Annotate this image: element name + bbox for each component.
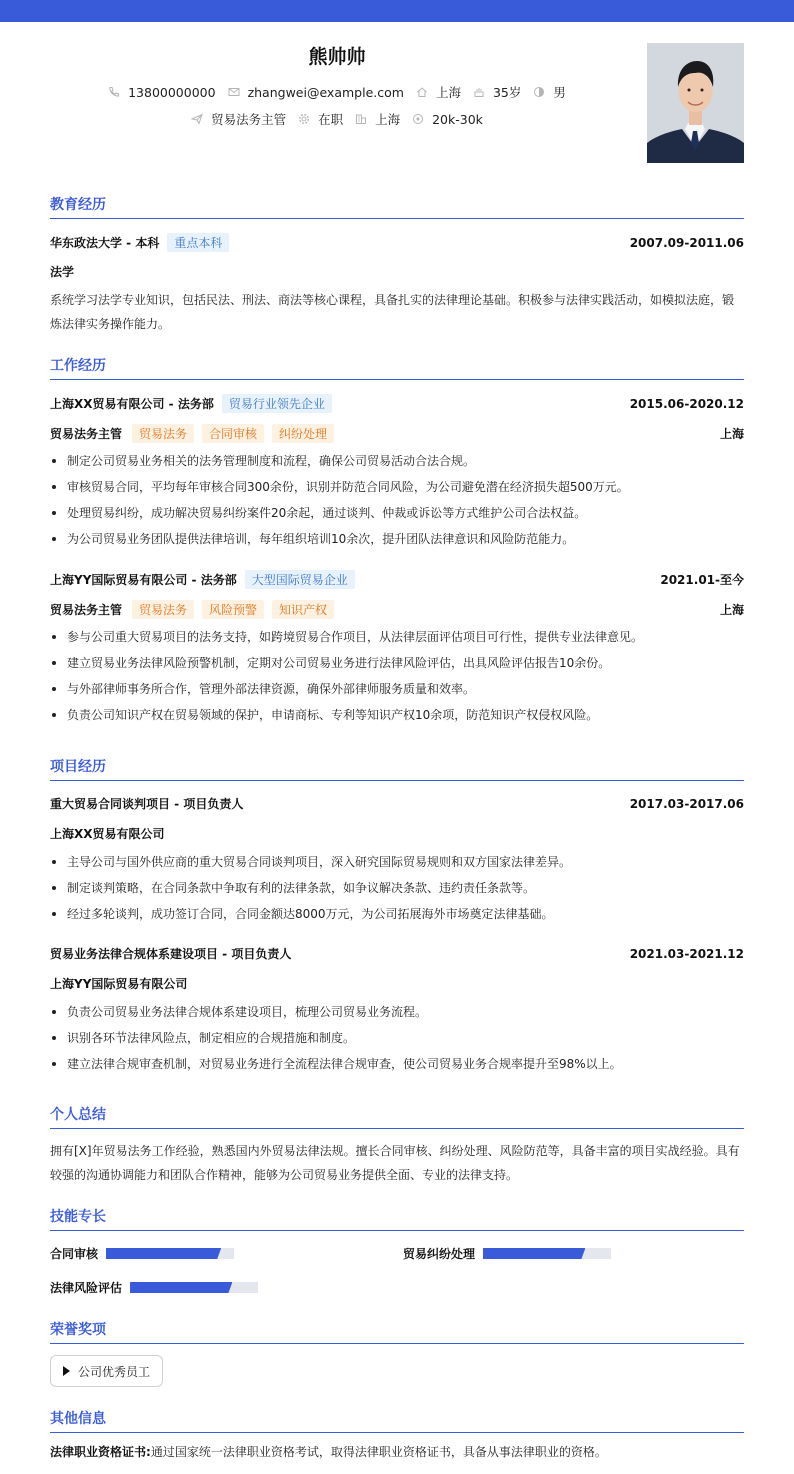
send-icon: [191, 113, 203, 125]
skill-name: 贸易纠纷处理: [403, 1247, 476, 1261]
skill-fill: [483, 1248, 585, 1259]
resume-header: [0, 22, 794, 172]
home-icon: [416, 86, 428, 98]
school-tag: 重点本科: [167, 233, 229, 252]
skill-risk-assessment: [50, 1279, 258, 1296]
list-item: 审核贸易合同，平均每年审核合同300余份，识别并防范合同风险，为公司避免潜在经济损失超500万元。: [50, 474, 744, 500]
skill-name: 法律风险评估: [50, 1281, 123, 1295]
award-label: 公司优秀员工: [78, 1364, 151, 1379]
list-item: 建立法律合规审查机制，对贸易业务进行全流程法律合规审查，使公司贸易业务合规率提升至98%以上。: [50, 1051, 744, 1077]
company-tag: 贸易行业领先企业: [222, 394, 332, 413]
project-company: 上海YY国际贸易有限公司: [50, 977, 188, 991]
other-info: [50, 1443, 744, 1460]
list-item: 经过多轮谈判，成功签订合同，合同金额达8000万元，为公司拓展海外市场奠定法律基础。: [50, 901, 744, 927]
contact-row: [0, 83, 674, 101]
list-item: 为公司贸易业务团队提供法律培训，每年组织培训10余次，提升团队法律意识和风险防范能力。: [50, 526, 744, 552]
skill-tag: 合同审核: [202, 424, 264, 443]
skill-fill: [130, 1282, 232, 1293]
status-text: 在职: [318, 112, 344, 127]
list-item: 参与公司重大贸易项目的法务支持，如跨境贸易合作项目，从法律层面评估项目可行性，提供专业法律意见。: [50, 624, 744, 650]
email-text: zhangwei@example.com: [247, 84, 404, 100]
skill-contract-review: [50, 1245, 234, 1262]
skill-tag: 知识产权: [272, 600, 334, 619]
role-line-1: [50, 424, 744, 443]
list-item: 主导公司与国外供应商的重大贸易合同谈判项目，深入研究国际贸易规则和双方国家法律差异。: [50, 849, 744, 875]
work-header-2: [50, 570, 744, 589]
phone-item: [108, 85, 215, 100]
skill-dispute-handling: [403, 1245, 611, 1262]
section-other: 其他信息: [50, 1408, 744, 1433]
coin-icon: [412, 113, 424, 125]
gender-icon: [533, 86, 545, 98]
skill-bar: [130, 1282, 258, 1293]
school-name: 华东政法大学 - 本科: [50, 236, 160, 250]
education-header: [50, 233, 744, 252]
skill-tag: 贸易法务: [132, 600, 194, 619]
project-company: 上海XX贸易有限公司: [50, 827, 165, 841]
project-period: 2021.03-2021.12: [629, 946, 744, 961]
summary-text: 拥有[X]年贸易法务工作经验，熟悉国内外贸易法律法规。擅长合同审核、纠纷处理、风险防范等，具备丰富的项目实战经验。具有较强的沟通协调能力和团队合作精神，能够为公司贸易业务提供全面、专业的法律支持。: [50, 1144, 740, 1182]
position-text: 贸易法务主管: [211, 112, 287, 127]
project-title: 贸易业务法律合规体系建设项目 - 项目负责人: [50, 947, 292, 961]
section-education: 教育经历: [50, 194, 744, 219]
role-title: 贸易法务主管: [50, 603, 123, 617]
target-city-text: 上海: [375, 112, 401, 127]
company-tag: 大型国际贸易企业: [245, 570, 355, 589]
other-text: 通过国家统一法律职业资格考试，取得法律职业资格证书，具备从事法律职业的资格。: [150, 1445, 607, 1459]
work-header-1: [50, 394, 744, 413]
skill-tag: 贸易法务: [132, 424, 194, 443]
company-name: 上海YY国际贸易有限公司 - 法务部: [50, 573, 237, 587]
work-period: 2015.06-2020.12: [629, 396, 744, 411]
skill-bar: [483, 1248, 611, 1259]
age-icon: [473, 86, 485, 98]
education-description: 系统学习法学专业知识，包括民法、刑法、商法等核心课程，具备扎实的法律理论基础。积极参与法律实践活动，如模拟法庭，锻炼法律实务操作能力。: [50, 293, 735, 331]
phone-icon: [108, 86, 120, 98]
list-item: 制定公司贸易业务相关的法务管理制度和流程，确保公司贸易活动合法合规。: [50, 448, 744, 474]
section-work: 工作经历: [50, 355, 744, 380]
major-line: [50, 263, 744, 280]
section-skills: 技能专长: [50, 1206, 744, 1231]
skill-tag: 纠纷处理: [272, 424, 334, 443]
triangle-right-icon: [63, 1366, 70, 1376]
location-text: 上海: [435, 85, 461, 100]
major: 法学: [50, 265, 75, 279]
list-item: 负责公司贸易业务法律合规体系建设项目，梳理公司贸易业务流程。: [50, 999, 744, 1025]
project-title: 重大贸易合同谈判项目 - 项目负责人: [50, 797, 244, 811]
project-company-1: [50, 825, 744, 842]
list-item: 制定谈判策略，在合同条款中争取有利的法律条款，如争议解决条款、违约责任条款等。: [50, 875, 744, 901]
list-item: 负责公司知识产权在贸易领域的保护，申请商标、专利等知识产权10余项，防范知识产权侵权风险。: [50, 702, 744, 728]
salary-item: [412, 112, 483, 127]
work-city: 上海: [719, 427, 744, 441]
list-item: 处理贸易纠纷，成功解决贸易纠纷案件20余起，通过谈判、仲裁或诉讼等方式维护公司合法权益。: [50, 500, 744, 526]
role-title: 贸易法务主管: [50, 427, 123, 441]
skill-name: 合同审核: [50, 1247, 99, 1261]
project-bullets-2: [50, 999, 744, 1077]
work-period: 2021.01-至今: [660, 573, 744, 587]
role-line-2: [50, 600, 744, 619]
project-period: 2017.03-2017.06: [629, 796, 744, 811]
list-item: 建立贸易业务法律风险预警机制，定期对公司贸易业务进行法律风险评估，出具风险评估报告10余份。: [50, 650, 744, 676]
job-intent-row: [0, 110, 674, 128]
project-header-1: [50, 795, 744, 812]
education-period: 2007.09-2011.06: [629, 235, 744, 250]
work-bullets-2: [50, 624, 744, 728]
other-label: 法律职业资格证书:: [50, 1445, 151, 1459]
project-bullets-1: [50, 849, 744, 927]
top-accent-band: [0, 0, 794, 22]
profile-photo: [647, 43, 744, 163]
list-item: 识别各环节法律风险点，制定相应的合规措施和制度。: [50, 1025, 744, 1051]
target-city-item: [355, 110, 400, 128]
work-city: 上海: [719, 603, 744, 617]
position-item: [191, 110, 286, 128]
building-icon: [355, 113, 367, 125]
candidate-name: 熊帅帅: [308, 46, 366, 68]
location-item: [416, 83, 461, 101]
project-company-2: [50, 975, 744, 992]
gender-item: [533, 83, 566, 101]
work-bullets-1: [50, 448, 744, 552]
project-header-2: [50, 945, 744, 962]
skill-tag: 风险预警: [202, 600, 264, 619]
section-projects: 项目经历: [50, 756, 744, 781]
section-summary: 个人总结: [50, 1104, 744, 1129]
gender-text: 男: [553, 85, 566, 100]
age-item: [473, 83, 521, 101]
phone-text: 13800000000: [128, 84, 216, 100]
mail-icon: [228, 86, 240, 98]
email-item: [228, 85, 404, 100]
age-text: 35岁: [492, 85, 522, 100]
section-awards: 荣誉奖项: [50, 1319, 744, 1344]
salary-text: 20k-30k: [432, 111, 483, 127]
skill-fill: [106, 1248, 221, 1259]
award-chip[interactable]: [50, 1355, 163, 1387]
skill-bar: [106, 1248, 234, 1259]
list-item: 与外部律师事务所合作，管理外部法律资源，确保外部律师服务质量和效率。: [50, 676, 744, 702]
gear-icon: [298, 113, 310, 125]
company-name: 上海XX贸易有限公司 - 法务部: [50, 397, 214, 411]
status-item: [298, 110, 343, 128]
